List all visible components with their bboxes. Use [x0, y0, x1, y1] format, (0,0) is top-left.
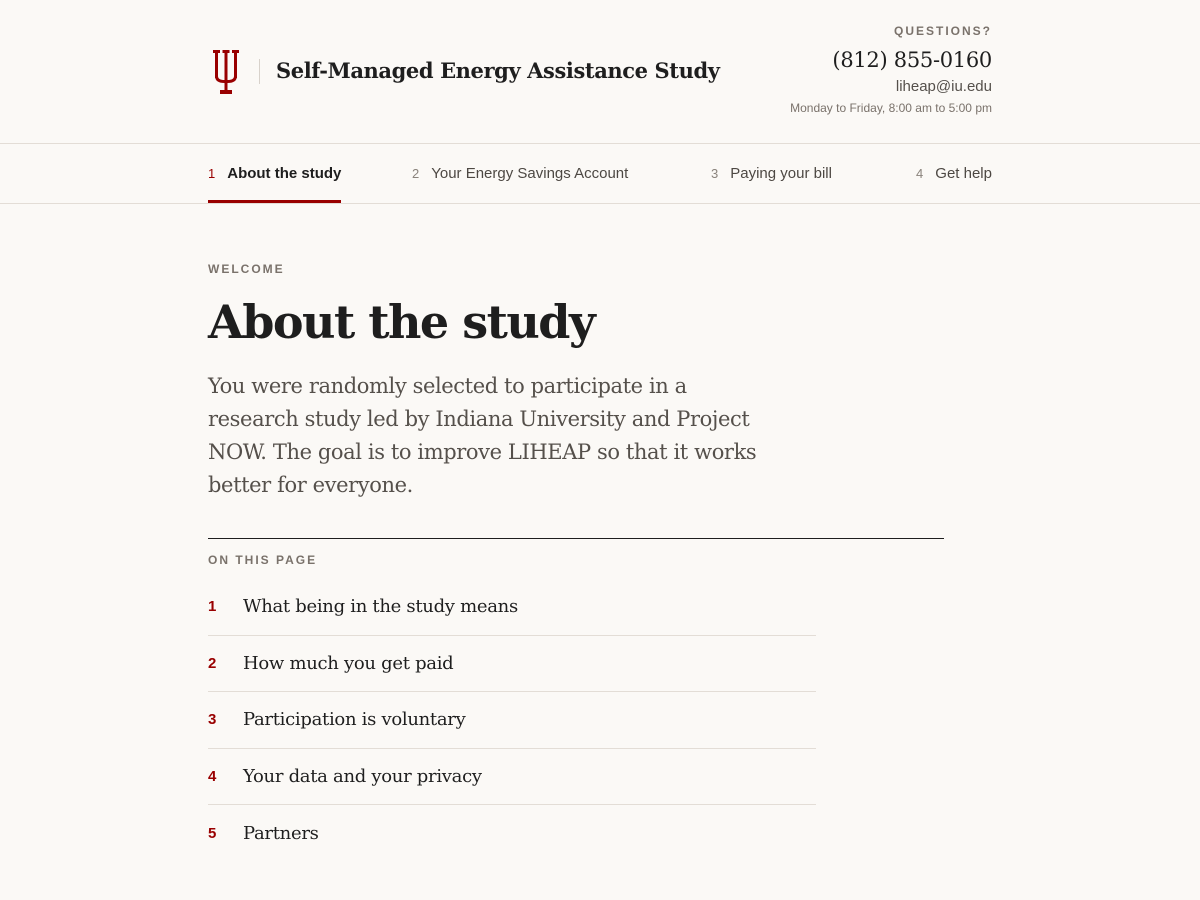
questions-label: QUESTIONS? — [893, 24, 992, 38]
toc-item-privacy[interactable] — [208, 749, 816, 806]
toc-number: 1 — [208, 598, 217, 616]
toc-item-voluntary[interactable] — [208, 692, 816, 749]
tab-label: About the study — [227, 165, 342, 182]
on-this-page-list — [208, 579, 816, 862]
toc-number: 2 — [208, 654, 217, 672]
toc-label: Your data and your privacy — [243, 765, 482, 787]
tab-number: 2 — [412, 166, 420, 181]
toc-number: 4 — [208, 767, 217, 785]
toc-label: Participation is voluntary — [243, 709, 466, 731]
section-divider — [208, 538, 944, 539]
welcome-eyebrow: WELCOME — [208, 262, 285, 276]
tab-number: 1 — [208, 166, 216, 181]
tab-number: 3 — [711, 166, 719, 181]
toc-item-study-means[interactable] — [208, 579, 816, 636]
page-title: About the study — [208, 295, 595, 349]
tab-label: Get help — [935, 165, 992, 182]
toc-item-partners[interactable] — [208, 805, 816, 862]
on-this-page-label: ON THIS PAGE — [208, 553, 318, 567]
email-link[interactable]: liheap@iu.edu — [895, 78, 992, 95]
phone-number[interactable]: (812) 855-0160 — [832, 48, 992, 72]
toc-label: Partners — [243, 822, 319, 844]
site-title[interactable]: Self-Managed Energy Assistance Study — [276, 58, 720, 83]
tab-label: Paying your bill — [730, 165, 832, 182]
office-hours: Monday to Friday, 8:00 am to 5:00 pm — [790, 101, 992, 115]
toc-label: What being in the study means — [243, 596, 518, 618]
main-content — [208, 0, 992, 900]
tab-number: 4 — [916, 166, 924, 181]
tab-label: Your Energy Savings Account — [431, 165, 629, 182]
toc-item-get-paid[interactable] — [208, 636, 816, 693]
toc-label: How much you get paid — [243, 652, 454, 674]
toc-number: 5 — [208, 824, 217, 842]
toc-number: 3 — [208, 711, 217, 729]
lead-paragraph: You were randomly selected to participate in a research study led by Indiana University and Project NOW. The goal is to improve LIHEAP so that it works better for everyone. — [208, 374, 757, 497]
